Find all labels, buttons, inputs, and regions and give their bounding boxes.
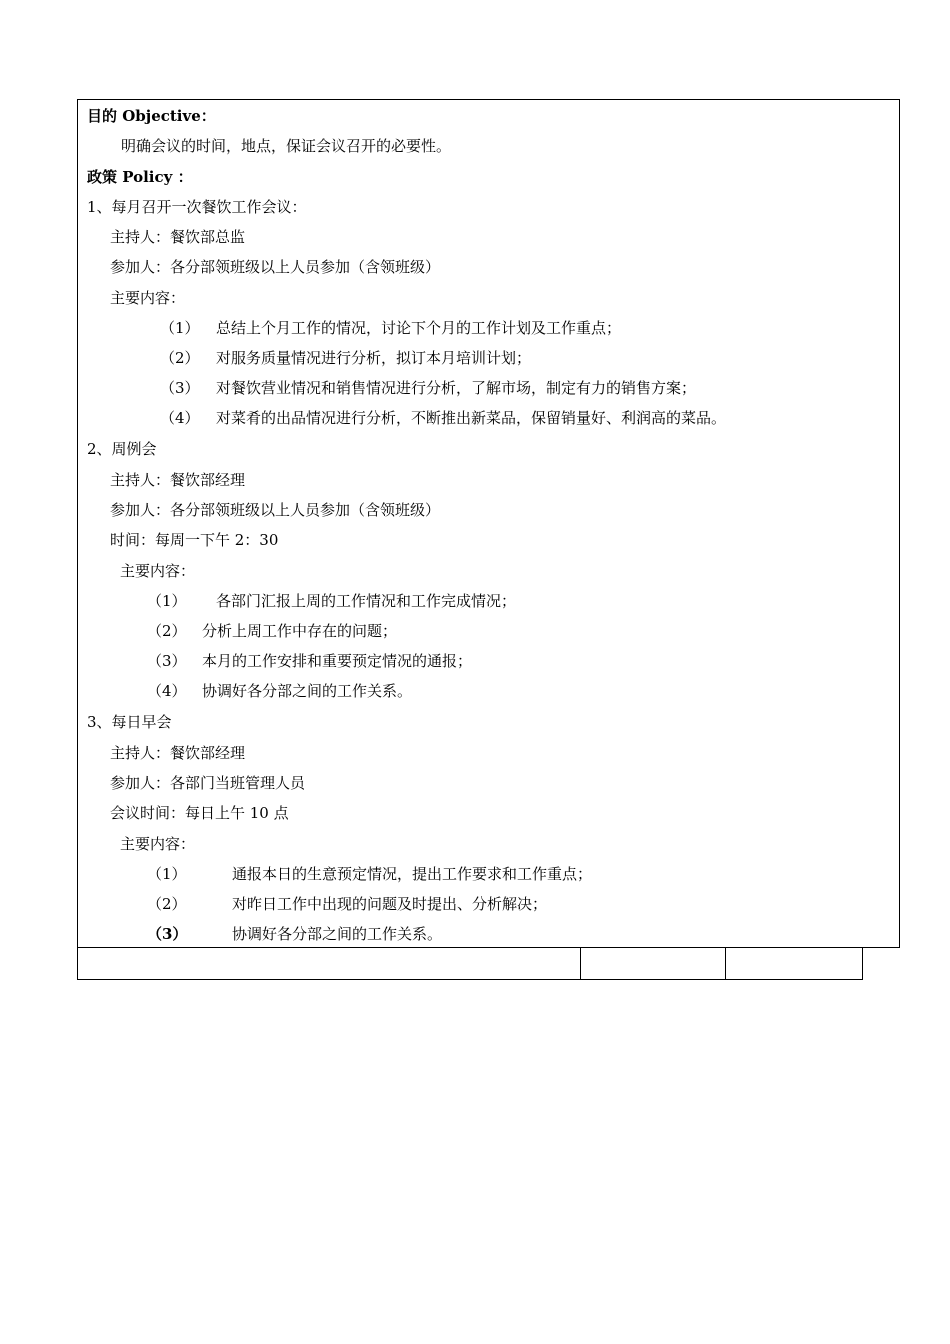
section-host: 主持人：餐饮部经理: [110, 471, 246, 489]
list-item-number: （4）: [147, 682, 187, 700]
objective-heading: 目的 Objective：: [87, 107, 216, 125]
footer-cell: [77, 948, 580, 980]
section-time: 时间：每周一下午 2：30: [110, 531, 279, 549]
objective-text: 明确会议的时间，地点，保证会议召开的必要性。: [121, 137, 452, 155]
section-attendees: 参加人：各部门当班管理人员: [110, 774, 306, 792]
list-item: 对服务质量情况进行分析，拟订本月培训计划；: [216, 349, 532, 367]
section-content-label: 主要内容：: [120, 835, 196, 853]
footer-row: [77, 948, 863, 980]
list-item-number: （3）: [147, 925, 188, 943]
list-item-number: （4）: [160, 409, 200, 427]
footer-cell: [580, 948, 725, 980]
list-item-number: （2）: [147, 895, 187, 913]
section-title: 3、每日早会: [87, 713, 172, 731]
policy-heading: 政策 Policy ：: [87, 168, 193, 186]
section-host: 主持人：餐饮部总监: [110, 228, 246, 246]
list-item-number: （1）: [147, 592, 187, 610]
section-host: 主持人：餐饮部经理: [110, 744, 246, 762]
list-item: 协调好各分部之间的工作关系。: [202, 682, 413, 700]
list-item-number: （2）: [160, 349, 200, 367]
footer-cell: [725, 948, 863, 980]
list-item-number: （3）: [160, 379, 200, 397]
list-item: 总结上个月工作的情况，讨论下个月的工作计划及工作重点；: [216, 319, 622, 337]
section-content-label: 主要内容：: [120, 562, 196, 580]
list-item: 对餐饮营业情况和销售情况进行分析，了解市场，制定有力的销售方案；: [216, 379, 697, 397]
list-item-number: （1）: [147, 865, 187, 883]
list-item: 分析上周工作中存在的问题；: [202, 622, 398, 640]
list-item-number: （2）: [147, 622, 187, 640]
section-attendees: 参加人：各分部领班级以上人员参加（含领班级）: [110, 258, 441, 276]
section-content-label: 主要内容：: [110, 289, 186, 307]
list-item: 对昨日工作中出现的问题及时提出、分析解决；: [232, 895, 548, 913]
section-attendees: 参加人：各分部领班级以上人员参加（含领班级）: [110, 501, 441, 519]
list-item-number: （1）: [160, 319, 200, 337]
section-title: 2、周例会: [87, 440, 157, 458]
list-item: 对菜肴的出品情况进行分析，不断推出新菜品，保留销量好、利润高的菜品。: [216, 409, 727, 427]
list-item: 本月的工作安排和重要预定情况的通报；: [202, 652, 473, 670]
list-item: 各部门汇报上周的工作情况和工作完成情况；: [216, 592, 517, 610]
section-title: 1、每月召开一次餐饮工作会议：: [87, 198, 307, 216]
list-item-number: （3）: [147, 652, 187, 670]
section-time: 会议时间：每日上午 10 点: [110, 804, 289, 822]
list-item: 协调好各分部之间的工作关系。: [232, 925, 443, 943]
list-item: 通报本日的生意预定情况，提出工作要求和工作重点；: [232, 865, 593, 883]
